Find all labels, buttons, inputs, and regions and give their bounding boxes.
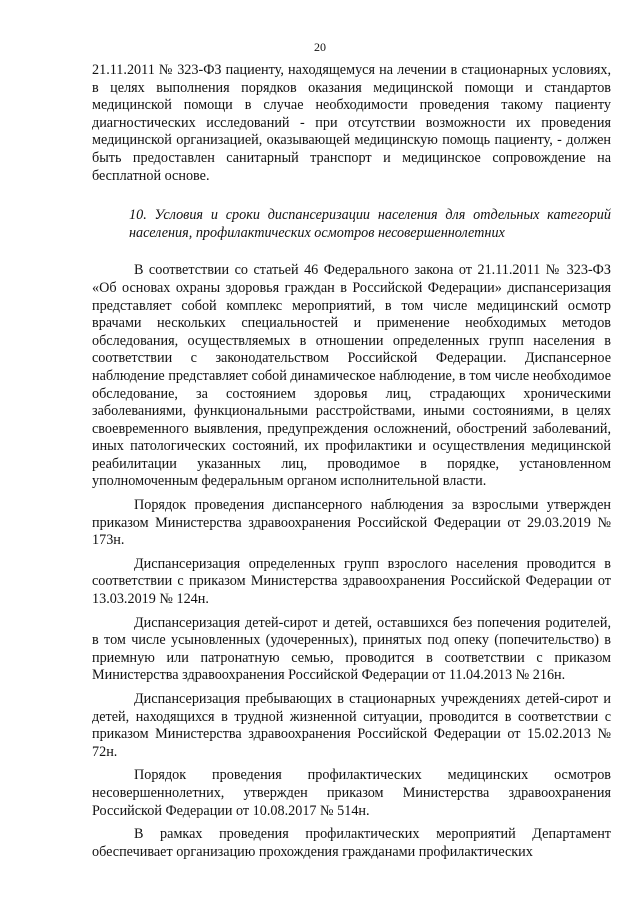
paragraph-orphans: Диспансеризация детей-сирот и детей, оставшихся без попечения родителей, в том числе усыновленных (удочеренных), принятых под опеку (попечительство) в приемную или патронатную семью, проводится в соответствии с приказом Министерства здравоохранения Российской Федерации от 11.04.2013 № 216н. bbox=[92, 614, 611, 684]
page-number: 20 bbox=[314, 40, 326, 54]
paragraph-department: В рамках проведения профилактических мероприятий Департамент обеспечивает организацию прохождения гражданами профилактических bbox=[92, 826, 611, 860]
paragraph-continuation: 21.11.2011 № 323-ФЗ пациенту, находящемуся на лечении в стационарных условиях, в целях выполнения порядков оказания медицинской помощи и стандартов медицинской помощи в случае необходимости проведения такому пациенту диагностических исследований - при отсутствии возможности их проведения медицинской организацией, оказывающей медицинскую помощь пациенту, - должен быть предоставлен санитарный транспорт и медицинское сопровождение на бесплатной основе. bbox=[92, 62, 611, 184]
paragraph-dispensary-definition: В соответствии со статьей 46 Федерального закона от 21.11.2011 № 323-ФЗ «Об основах охраны здоровья граждан в Российской Федерации» диспансеризация представляет собой комплекс мероприятий, в том числе медицинский осмотр врачами нескольких специальностей и применение необходимых методов обследования, осуществляемых в отношении определенных групп населения в соответствии с законодательством Российской Федерации. Диспансерное наблюдение представляет собой динамическое наблюдение, в том числе необходимое обследование, за состоянием здоровья лиц, страдающих хроническими заболеваниями, функциональными расстройствами, иными состояниями, в целях своевременного выявления, предупреждения осложнений, обострений заболеваний, иных патологических состояний, их профилактики и осуществления медицинской реабилитации указанных лиц, проводимое в порядке, установленном уполномоченным федеральным органом исполнительной власти. bbox=[92, 262, 611, 490]
paragraph-adult-observation: Порядок проведения диспансерного наблюдения за взрослыми утвержден приказом Министерства здравоохранения Российской Федерации от 29.03.2019 № 173н. bbox=[92, 497, 611, 549]
paragraph-institutional-orphans: Диспансеризация пребывающих в стационарных учреждениях детей-сирот и детей, находящихся в трудной жизненной ситуации, проводится в соответствии с приказом Министерства здравоохранения Российской Федерации от 15.02.2013 № 72н. bbox=[92, 691, 611, 760]
paragraph-adult-dispensary: Диспансеризация определенных групп взрослого населения проводится в соответствии с приказом Министерства здравоохранения Российской Федерации от 13.03.2019 № 124н. bbox=[92, 555, 611, 608]
paragraph-minors-checkups: Порядок проведения профилактических медицинских осмотров несовершеннолетних, утвержден приказом Министерства здравоохранения Российской Федерации от 10.08.2017 № 514н. bbox=[92, 767, 611, 819]
document-body bbox=[92, 62, 611, 861]
section-heading: 10. Условия и сроки диспансеризации населения для отдельных категорий населения, профилактических осмотров несовершеннолетних bbox=[129, 207, 611, 241]
